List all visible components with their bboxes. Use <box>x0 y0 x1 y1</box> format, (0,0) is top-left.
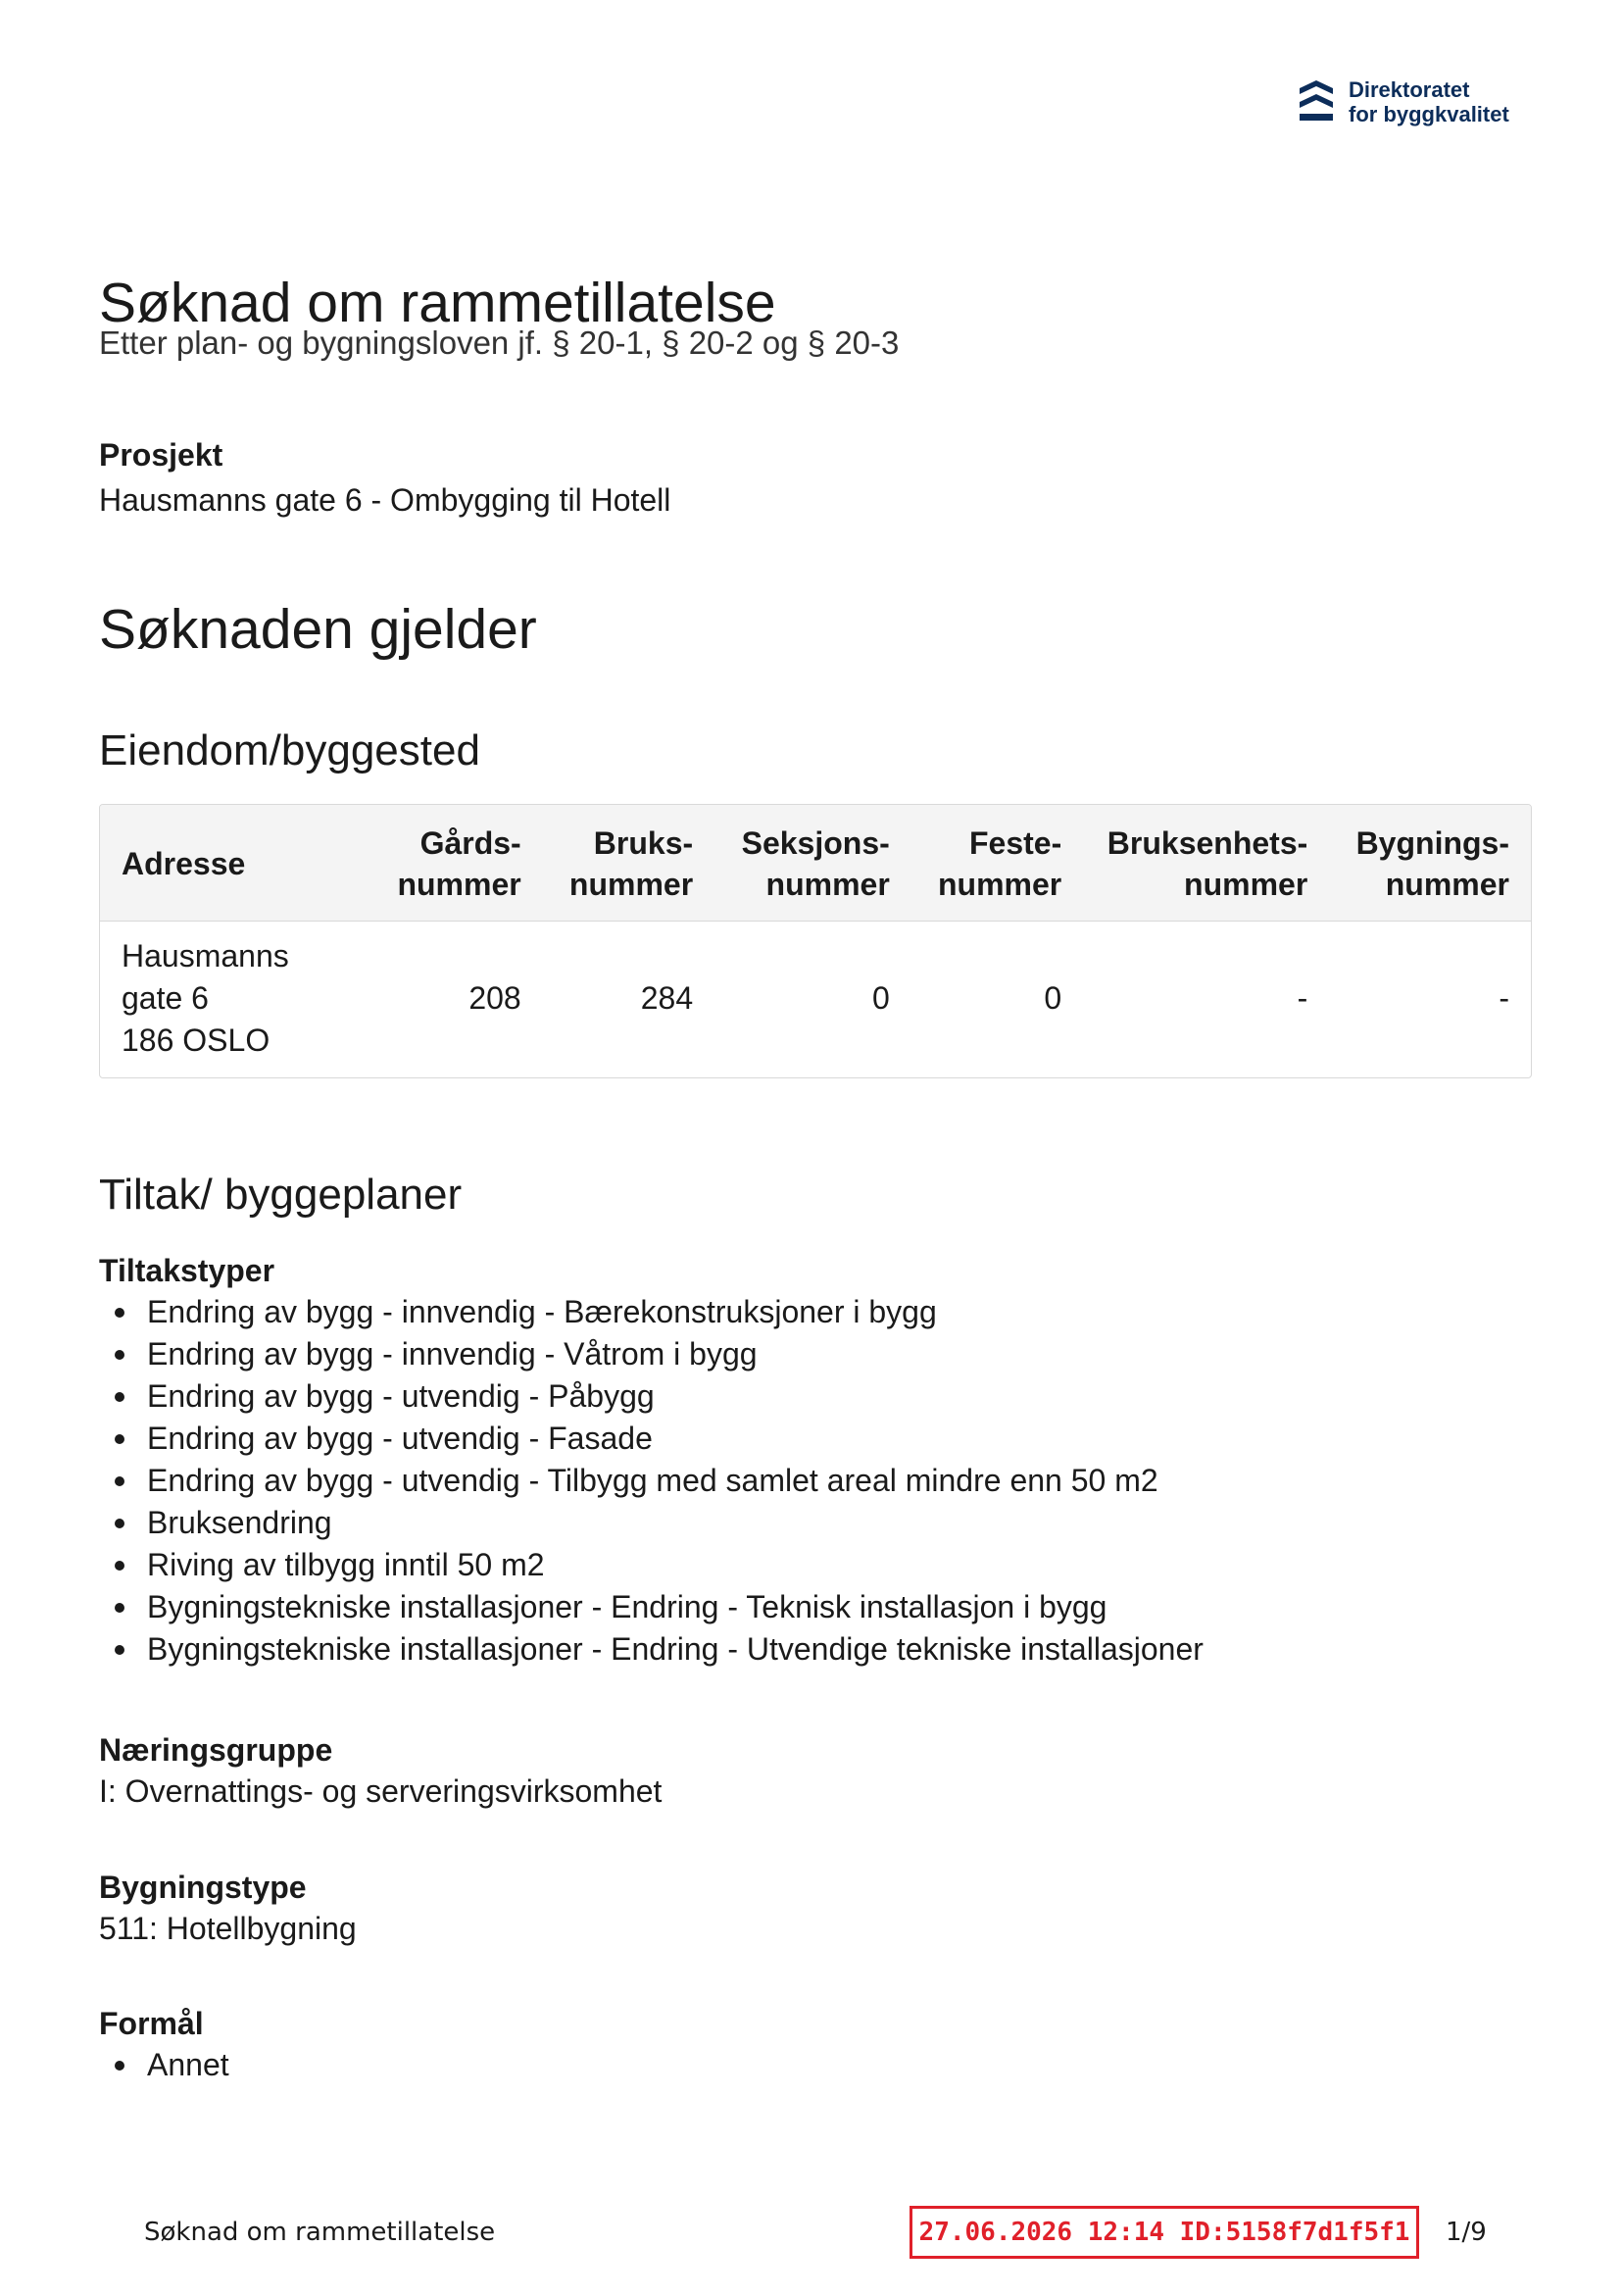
list-item: Endring av bygg - utvendig - Fasade <box>99 1418 1204 1460</box>
cell-festenummer: 0 <box>1044 980 1062 1016</box>
table-row <box>100 922 1531 1077</box>
logo <box>1298 76 1509 126</box>
col-bygningsnummer: Bygnings- nummer <box>1329 805 1531 922</box>
footer-timestamp-stamp: 27.06.2026 12:14 ID:5158f7d1f5f1 <box>910 2206 1419 2259</box>
prosjekt-value: Hausmanns gate 6 - Ombygging til Hotell <box>99 482 671 518</box>
tiltak-heading: Tiltak/ byggeplaner <box>99 1171 463 1219</box>
list-item: Bygningstekniske installasjoner - Endring - Utvendige tekniske installasjoner <box>99 1628 1204 1671</box>
property-table <box>99 804 1532 1078</box>
col-bruksnummer: Bruks- nummer <box>543 805 714 922</box>
list-item: Bygningstekniske installasjoner - Endring - Teknisk installasjon i bygg <box>99 1586 1204 1628</box>
logo-text <box>1349 77 1509 126</box>
document-subtitle: Etter plan- og bygningsloven jf. § 20-1, § 20-2 og § 20-3 <box>99 324 900 361</box>
cell-adresse: Hausmanns gate 6 186 OSLO <box>122 938 289 1058</box>
logo-line-1: Direktoratet <box>1349 77 1470 102</box>
tiltakstyper-label: Tiltakstyper <box>99 1253 275 1288</box>
formal-section <box>99 2003 229 2086</box>
prosjekt-label: Prosjekt <box>99 437 223 473</box>
list-item: Annet <box>99 2044 229 2086</box>
section-heading: Søknaden gjelder <box>99 598 537 661</box>
cell-bruksenhetsnummer: - <box>1297 980 1308 1016</box>
list-item: Endring av bygg - utvendig - Tilbygg med samlet areal mindre enn 50 m2 <box>99 1460 1204 1502</box>
naeringsgruppe-value: I: Overnattings- og serveringsvirksomhet <box>99 1773 663 1809</box>
footer-title: Søknad om rammetillatelse <box>144 2218 496 2247</box>
list-item: Bruksendring <box>99 1502 1204 1544</box>
col-festenummer: Feste- nummer <box>911 805 1083 922</box>
col-adresse: Adresse <box>100 805 370 922</box>
eiendom-heading: Eiendom/byggested <box>99 726 480 774</box>
list-item: Endring av bygg - innvendig - Bærekonstruksjoner i bygg <box>99 1291 1204 1333</box>
cell-gardsnummer: 208 <box>468 980 521 1016</box>
page-number: 1/9 <box>1446 2218 1487 2247</box>
cell-bygningsnummer: - <box>1499 980 1509 1016</box>
naeringsgruppe-label: Næringsgruppe <box>99 1732 333 1768</box>
logo-line-2: for byggkvalitet <box>1349 102 1509 126</box>
formal-list <box>99 2044 229 2086</box>
col-bruksenhetsnummer: Bruksenhets- nummer <box>1083 805 1329 922</box>
document-title: Søknad om rammetillatelse <box>99 272 776 334</box>
col-gardsnummer: Gårds- nummer <box>370 805 542 922</box>
bygningstype-label: Bygningstype <box>99 1870 307 1905</box>
formal-label: Formål <box>99 2006 204 2041</box>
bygningstype-value: 511: Hotellbygning <box>99 1911 357 1946</box>
table-header-row <box>100 805 1531 922</box>
col-seksjonsnummer: Seksjons- nummer <box>714 805 911 922</box>
tiltakstyper-section <box>99 1250 1204 1671</box>
bygningstype-section <box>99 1867 357 1949</box>
cell-seksjonsnummer: 0 <box>871 980 890 1016</box>
list-item: Endring av bygg - utvendig - Påbygg <box>99 1375 1204 1418</box>
prosjekt-section <box>99 434 670 521</box>
dibk-logo-icon <box>1298 76 1335 124</box>
list-item: Endring av bygg - innvendig - Våtrom i bygg <box>99 1333 1204 1375</box>
naeringsgruppe-section <box>99 1729 662 1812</box>
tiltakstyper-list <box>99 1291 1204 1671</box>
list-item: Riving av tilbygg inntil 50 m2 <box>99 1544 1204 1586</box>
cell-bruksnummer: 284 <box>640 980 694 1016</box>
